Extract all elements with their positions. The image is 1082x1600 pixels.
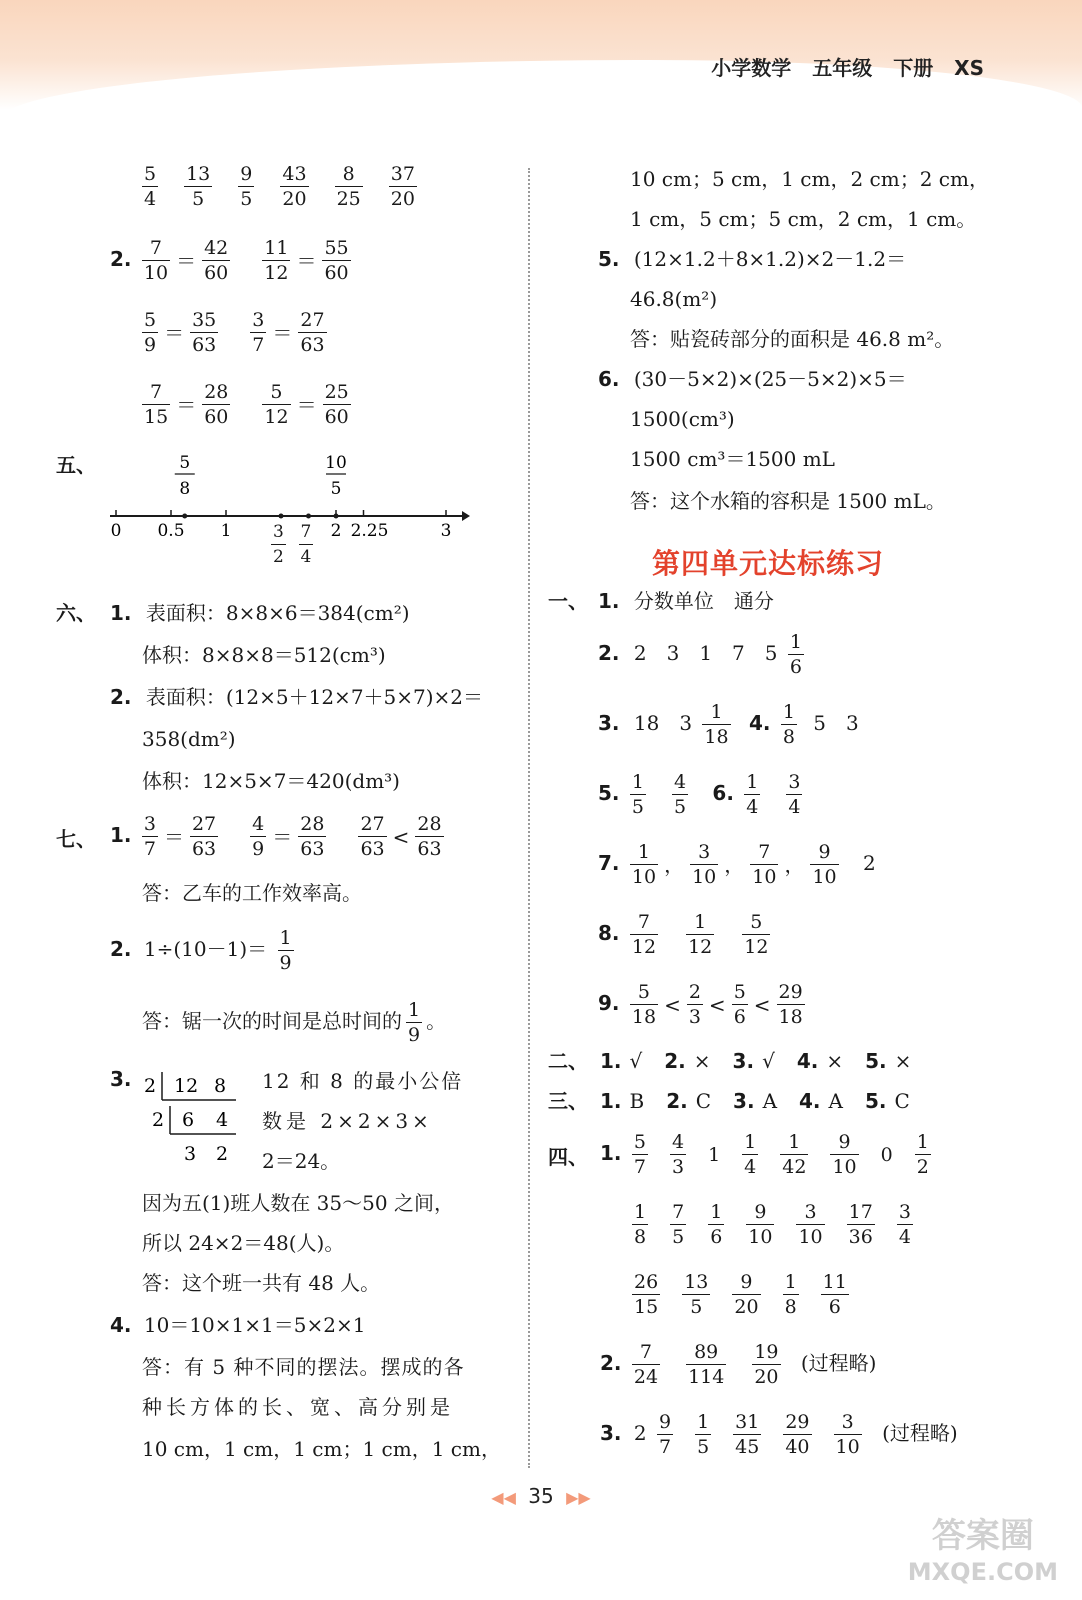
fraction: $\frac{3}{4}$ (898, 1201, 911, 1248)
fraction: $\frac{1}{12}$ (688, 911, 713, 958)
fraction: $\frac{1}{5}$ (631, 771, 644, 818)
relation-sign (332, 824, 352, 850)
qi-q3-line5: 所以 24×2＝48(人)。 (142, 1231, 345, 1255)
fraction: $\frac{7}{10}$ (143, 237, 169, 284)
fraction: $\frac{3}{4}$ (788, 771, 801, 818)
si-q3: 3. 2 $\frac{9}{7}$ $\frac{1}{5}$ $\frac{31}{45}$ $\frac{29}{40}$ $\frac{3}{10}$ (过程略) (600, 1411, 958, 1458)
short-division-row-3a: 3 (184, 1143, 197, 1165)
fraction: $\frac{7}{5}$ (672, 1201, 685, 1248)
si-q3-note: (过程略) (882, 1421, 958, 1445)
page-footer (0, 1484, 1082, 1508)
section-title: 第四单元达标练习 (652, 547, 885, 580)
fraction: $\frac{26}{15}$ (634, 1271, 659, 1318)
fraction: $\frac{5}{9}$ (144, 309, 157, 356)
fraction: $\frac{55}{60}$ (324, 237, 349, 284)
qi-q2-fraction: $\frac{1}{9}$ (279, 927, 292, 974)
number-line (106, 452, 476, 542)
yi-q3-fraction: $\frac{1}{18}$ (704, 701, 729, 748)
number-line-point (279, 514, 284, 519)
fraction: $\frac{1}{8}$ (634, 1201, 647, 1248)
qi-q2-expr: 1÷(10－1)＝ (143, 937, 268, 961)
qi-q3-number: 3. (110, 1067, 132, 1091)
q5-expr: (12×1.2＋8×1.2)×2－1.2＝ (633, 247, 907, 271)
short-division (140, 1068, 240, 1178)
qi-q1-fractions (138, 813, 448, 860)
answer-item: 5. × (865, 1049, 912, 1073)
qi-q4-expr: 10＝10×1×1＝5×2×1 (143, 1313, 366, 1337)
number-line-bottom-fraction: $\frac{7}{4}$ (300, 522, 312, 567)
relation-sign: ＝ (272, 824, 293, 849)
fraction: $\frac{9}{10}$ (832, 1131, 857, 1178)
header-subject: 小学数学 (711, 56, 792, 80)
yi-q4-fraction: $\frac{1}{8}$ (782, 701, 795, 748)
relation-sign: < (664, 992, 681, 1017)
fraction: 1 (708, 1143, 721, 1166)
liu-q1-line1 (110, 600, 410, 626)
answer-item: 3. A (733, 1089, 778, 1113)
fraction: $\frac{27}{63}$ (191, 813, 217, 860)
answer-item: 1. √ (600, 1049, 643, 1073)
section-yi-label: 一、 (548, 589, 588, 613)
relation-sign: ＝ (176, 392, 197, 417)
yi-q5-q6: 5. $\frac{1}{5}$ $\frac{4}{5}$ 6. $\frac{1}{4}$ $\frac{3}{4}$ (598, 770, 806, 819)
fraction: $\frac{5}{4}$ (144, 163, 157, 210)
si-q2: 2. $\frac{7}{24}$ $\frac{89}{114}$ $\frac{19}{20}$ (过程略) (600, 1341, 877, 1388)
q2-equations-1 (138, 237, 355, 284)
number-line-point (306, 514, 311, 519)
fraction: $\frac{1}{8}$ (784, 1271, 797, 1318)
fraction: $\frac{9}{20}$ (734, 1271, 759, 1318)
relation-sign: ， (784, 852, 805, 877)
number-line-bottom-fraction: $\frac{3}{2}$ (273, 522, 284, 567)
number-line-tick-label: 0 (110, 521, 122, 541)
fraction-row (138, 162, 421, 211)
qi-q2-answer: 答：锯一次的时间是总时间的 $\frac{1}{9}$ 。 (142, 999, 447, 1046)
qi-q4-answer-2: 种长方体的长、宽、高分别是 (142, 1395, 454, 1419)
fraction: $\frac{7}{15}$ (144, 381, 169, 428)
yi-q1-text: 分数单位 通分 (633, 589, 774, 613)
number-line-tick-label: 1 (220, 521, 232, 541)
fraction: $\frac{4}{9}$ (252, 813, 265, 860)
fraction: $\frac{8}{25}$ (336, 163, 361, 210)
relation-sign: ＝ (296, 392, 317, 417)
qi-q3-line4: 因为五(1)班人数在 35～50 之间， (142, 1191, 454, 1215)
liu-q2-number: 2. (110, 685, 132, 709)
fraction: $\frac{1}{5}$ (697, 1411, 710, 1458)
fraction: 0 (880, 1143, 893, 1166)
qi-q4-line (110, 1312, 365, 1338)
si-q1-row2 (628, 1200, 917, 1249)
fraction: $\frac{7}{12}$ (631, 911, 657, 958)
relation-sign: ， (724, 852, 745, 877)
short-division-row-1b: 8 (214, 1075, 227, 1097)
watermark-line2: MXQE.COM (907, 1558, 1058, 1586)
page-header (711, 52, 984, 81)
fraction: $\frac{35}{63}$ (192, 309, 217, 356)
q5-line1 (598, 246, 906, 272)
fraction: $\frac{28}{63}$ (300, 813, 325, 860)
qi-q4-answer-3: 10 cm，1 cm，1 cm；1 cm，1 cm， (142, 1437, 501, 1461)
page-number: 35 (528, 1484, 554, 1508)
qi-q2-number: 2. (110, 937, 132, 961)
fraction: $\frac{5}{7}$ (633, 1131, 646, 1178)
q6-line1 (598, 366, 907, 392)
qi-q1-answer: 答：乙车的工作效率高。 (142, 881, 362, 905)
liu-q2-line1 (110, 684, 483, 710)
q2-line-1 (110, 236, 355, 285)
qi-q4-number: 4. (110, 1313, 132, 1337)
yi-q7-tail: 2 (862, 851, 876, 875)
q5-result: 46.8(m²) (630, 287, 718, 311)
answer-item: 1. B (600, 1089, 645, 1113)
fraction: $\frac{89}{114}$ (688, 1341, 725, 1388)
relation-sign: < (392, 824, 410, 849)
q6-result: 1500(cm³) (630, 407, 735, 431)
fraction: $\frac{3}{10}$ (692, 841, 717, 888)
si-q1-row1: 1. $\frac{5}{7}$ $\frac{4}{3}$ 1 $\frac{1}{4}$ $\frac{1}{42}$ $\frac{9}{10}$ 0 $\frac{1}{2}$ (600, 1130, 935, 1179)
qi-q1-number: 1. (110, 823, 132, 847)
liu-q1-volume: 体积：8×8×8＝512(cm³) (142, 643, 386, 667)
fraction: $\frac{1}{6}$ (710, 1201, 723, 1248)
fraction: $\frac{17}{36}$ (848, 1201, 873, 1248)
fraction: $\frac{5}{12}$ (264, 381, 289, 428)
fraction: $\frac{3}{10}$ (835, 1411, 860, 1458)
fraction: $\frac{7}{24}$ (633, 1341, 659, 1388)
liu-q1-surface: 表面积：8×8×6＝384(cm²) (145, 601, 410, 625)
number-line-tick-label: 0.5 (157, 521, 185, 541)
q6-number: 6. (598, 367, 620, 391)
answer-item: 4. × (796, 1049, 844, 1073)
q2-number: 2. (110, 247, 132, 271)
qi-q3-text1: 12 和 8 的最小公倍 (262, 1069, 464, 1093)
section-si-label: 四、 (548, 1145, 588, 1169)
short-division-row-2a: 6 (182, 1109, 195, 1131)
relation-sign: ＝ (164, 320, 185, 345)
fraction: $\frac{43}{20}$ (282, 163, 307, 210)
yi-q3-q4: 3. 18 3 $\frac{1}{18}$ 4. $\frac{1}{8}$ 5 3 (598, 701, 859, 748)
header-grade: 五年级 (812, 56, 873, 80)
column-divider (528, 168, 530, 1468)
fraction: $\frac{1}{2}$ (916, 1131, 929, 1178)
relation-sign (224, 320, 244, 346)
relation-sign: ＝ (272, 320, 293, 345)
liu-q1-number: 1. (110, 601, 132, 625)
q6-expr: (30－5×2)×(25－5×2)×5＝ (633, 367, 907, 391)
number-line-fraction-numerator: 10 (325, 453, 347, 473)
yi-q7: 7. $\frac{1}{10}$ ， $\frac{3}{10}$ ， $\frac{7}{10}$ ， $\frac{9}{10}$ 2 (598, 841, 876, 888)
fraction: $\frac{29}{18}$ (778, 981, 803, 1028)
relation-sign: < (708, 992, 726, 1017)
fraction: $\frac{31}{45}$ (735, 1411, 760, 1458)
qi-q1-line (110, 812, 448, 861)
liu-q2-surface: 表面积：(12×5＋12×7＋5×7)×2＝ (145, 685, 484, 709)
prev-arrows-icon: ◀◀ (491, 1488, 516, 1507)
number-line-fraction-denominator: 5 (330, 479, 342, 499)
si-q1-row3 (628, 1270, 853, 1319)
relation-sign: < (753, 992, 771, 1017)
fraction: $\frac{2}{3}$ (688, 981, 701, 1028)
fraction: $\frac{9}{7}$ (658, 1411, 672, 1458)
number-line-fraction-numerator: 5 (179, 453, 191, 473)
fraction: $\frac{13}{5}$ (186, 163, 211, 210)
watermark-line1: 答案圈 (931, 1516, 1034, 1556)
q2-equations-2 (138, 308, 331, 357)
fraction: $\frac{5}{6}$ (733, 981, 746, 1028)
fraction: $\frac{27}{63}$ (360, 813, 385, 860)
section-san-label: 三、 (548, 1089, 588, 1113)
fraction: $\frac{4}{5}$ (673, 771, 687, 818)
qi-q2-answer-fraction: $\frac{1}{9}$ (408, 999, 421, 1046)
short-division-row-1a: 12 (174, 1075, 199, 1097)
fraction: $\frac{11}{6}$ (822, 1271, 847, 1318)
short-division-row-2b: 4 (216, 1109, 229, 1131)
relation-sign (236, 392, 256, 418)
yi-q6-fractions (740, 771, 806, 818)
cont-line-1: 10 cm；5 cm，1 cm，2 cm；2 cm， (630, 167, 989, 191)
answer-item: 2. C (666, 1089, 712, 1113)
yi-q8: 8. $\frac{7}{12}$ $\frac{1}{12}$ $\frac{5}{12}$ (598, 910, 774, 959)
qi-q3-text3: 2＝24。 (262, 1149, 341, 1173)
q2-equations-3 (138, 380, 355, 429)
header-volume: 下册 (893, 56, 934, 80)
si-q3-lead: 2 (633, 1421, 647, 1445)
yi-q9: 9. $\frac{5}{18}$ < $\frac{2}{3}$ < $\frac{5}{6}$ < $\frac{29}{18}$ (598, 980, 809, 1029)
fraction: $\frac{9}{10}$ (812, 841, 837, 888)
next-arrows-icon: ▶▶ (566, 1488, 591, 1507)
relation-sign: ， (664, 852, 685, 877)
fraction: $\frac{7}{10}$ (752, 841, 777, 888)
answer-item: 2. × (664, 1049, 711, 1073)
yi-q2-fraction: $\frac{1}{6}$ (789, 631, 802, 678)
number-line-arrow (462, 511, 470, 521)
relation-sign: ＝ (163, 824, 184, 849)
q6-answer: 答：这个水箱的容积是 1500 mL。 (630, 489, 946, 513)
fraction: $\frac{37}{20}$ (390, 163, 415, 210)
yi-q2-text: 2 3 1 7 5 (633, 641, 778, 665)
fraction: $\frac{28}{60}$ (204, 381, 229, 428)
yi-q3-text: 18 3 (633, 711, 693, 735)
q5-answer: 答：贴瓷砖部分的面积是 46.8 m²。 (630, 327, 955, 351)
section-er-label: 二、 (548, 1049, 588, 1073)
san-answers (600, 1088, 932, 1114)
q5-number: 5. (598, 247, 620, 271)
section-liu-label: 六、 (56, 601, 96, 625)
qi-q4-answer-1: 答：有 5 种不同的摆法。摆成的各 (142, 1355, 465, 1379)
fraction: $\frac{5}{18}$ (631, 981, 657, 1028)
fraction: $\frac{3}{7}$ (252, 309, 265, 356)
yi-q5-fractions (626, 771, 692, 818)
watermark (908, 1518, 1058, 1590)
section-wu-label: 五、 (56, 453, 96, 477)
q6-conversion: 1500 cm³＝1500 mL (630, 447, 835, 471)
fraction: $\frac{9}{10}$ (748, 1201, 773, 1248)
qi-q3-answer: 答：这个班一共有 48 人。 (142, 1271, 381, 1295)
fraction: $\frac{5}{12}$ (744, 911, 769, 958)
answer-item: 5. C (864, 1089, 910, 1113)
number-line-tick-label: 2 (330, 521, 342, 541)
relation-sign (236, 248, 256, 274)
fraction: $\frac{28}{63}$ (417, 813, 442, 860)
number-line-fraction-denominator: 8 (179, 479, 191, 499)
short-division-divisor-2: 2 (152, 1109, 165, 1131)
yi-q2: 2. 2 3 1 7 5 $\frac{1}{6}$ (598, 631, 802, 678)
fraction: $\frac{42}{60}$ (204, 237, 229, 284)
fraction: $\frac{25}{60}$ (324, 381, 349, 428)
relation-sign: ＝ (176, 248, 197, 273)
cont-line-2: 1 cm，5 cm；5 cm，2 cm，1 cm。 (630, 207, 977, 231)
liu-q2-volume: 体积：12×5×7＝420(dm³) (142, 769, 400, 793)
relation-sign (224, 824, 244, 850)
er-answers (600, 1048, 933, 1074)
yi-q4-text: 5 3 (813, 711, 859, 735)
liu-q2-surface-result: 358(dm²) (142, 727, 236, 751)
fraction: $\frac{13}{5}$ (684, 1271, 709, 1318)
number-line-tick-label: 2.25 (350, 521, 389, 541)
number-line-tick-label: 3 (440, 521, 452, 541)
yi-q1: 1. 分数单位 通分 (598, 589, 774, 613)
fraction: $\frac{19}{20}$ (754, 1341, 779, 1388)
fraction: $\frac{4}{3}$ (671, 1131, 685, 1178)
fraction: $\frac{1}{42}$ (782, 1131, 807, 1178)
short-division-divisor-1: 2 (144, 1075, 157, 1097)
fraction: $\frac{29}{40}$ (785, 1411, 810, 1458)
fraction: $\frac{1}{4}$ (746, 771, 759, 818)
section-qi-label: 七、 (56, 827, 96, 851)
fraction: $\frac{9}{5}$ (240, 163, 253, 210)
fraction: $\frac{1}{4}$ (744, 1131, 757, 1178)
fraction: $\frac{27}{63}$ (300, 309, 325, 356)
short-division-row-3b: 2 (216, 1143, 229, 1165)
qi-q2-line (110, 926, 298, 975)
header-edition: XS (954, 56, 984, 80)
fraction: $\frac{3}{7}$ (143, 813, 156, 860)
fraction: $\frac{1}{10}$ (631, 841, 657, 888)
answer-item: 3. √ (732, 1049, 775, 1073)
fraction: $\frac{3}{10}$ (798, 1201, 823, 1248)
si-q2-note: (过程略) (800, 1351, 877, 1375)
answer-item: 4. A (799, 1089, 843, 1113)
qi-q2-answer-text: 答：锯一次的时间是总时间的 (142, 1009, 402, 1033)
fraction: $\frac{11}{12}$ (264, 237, 289, 284)
relation-sign: ＝ (296, 248, 317, 273)
qi-q3-text2: 数是 2×2×3× (262, 1109, 433, 1133)
